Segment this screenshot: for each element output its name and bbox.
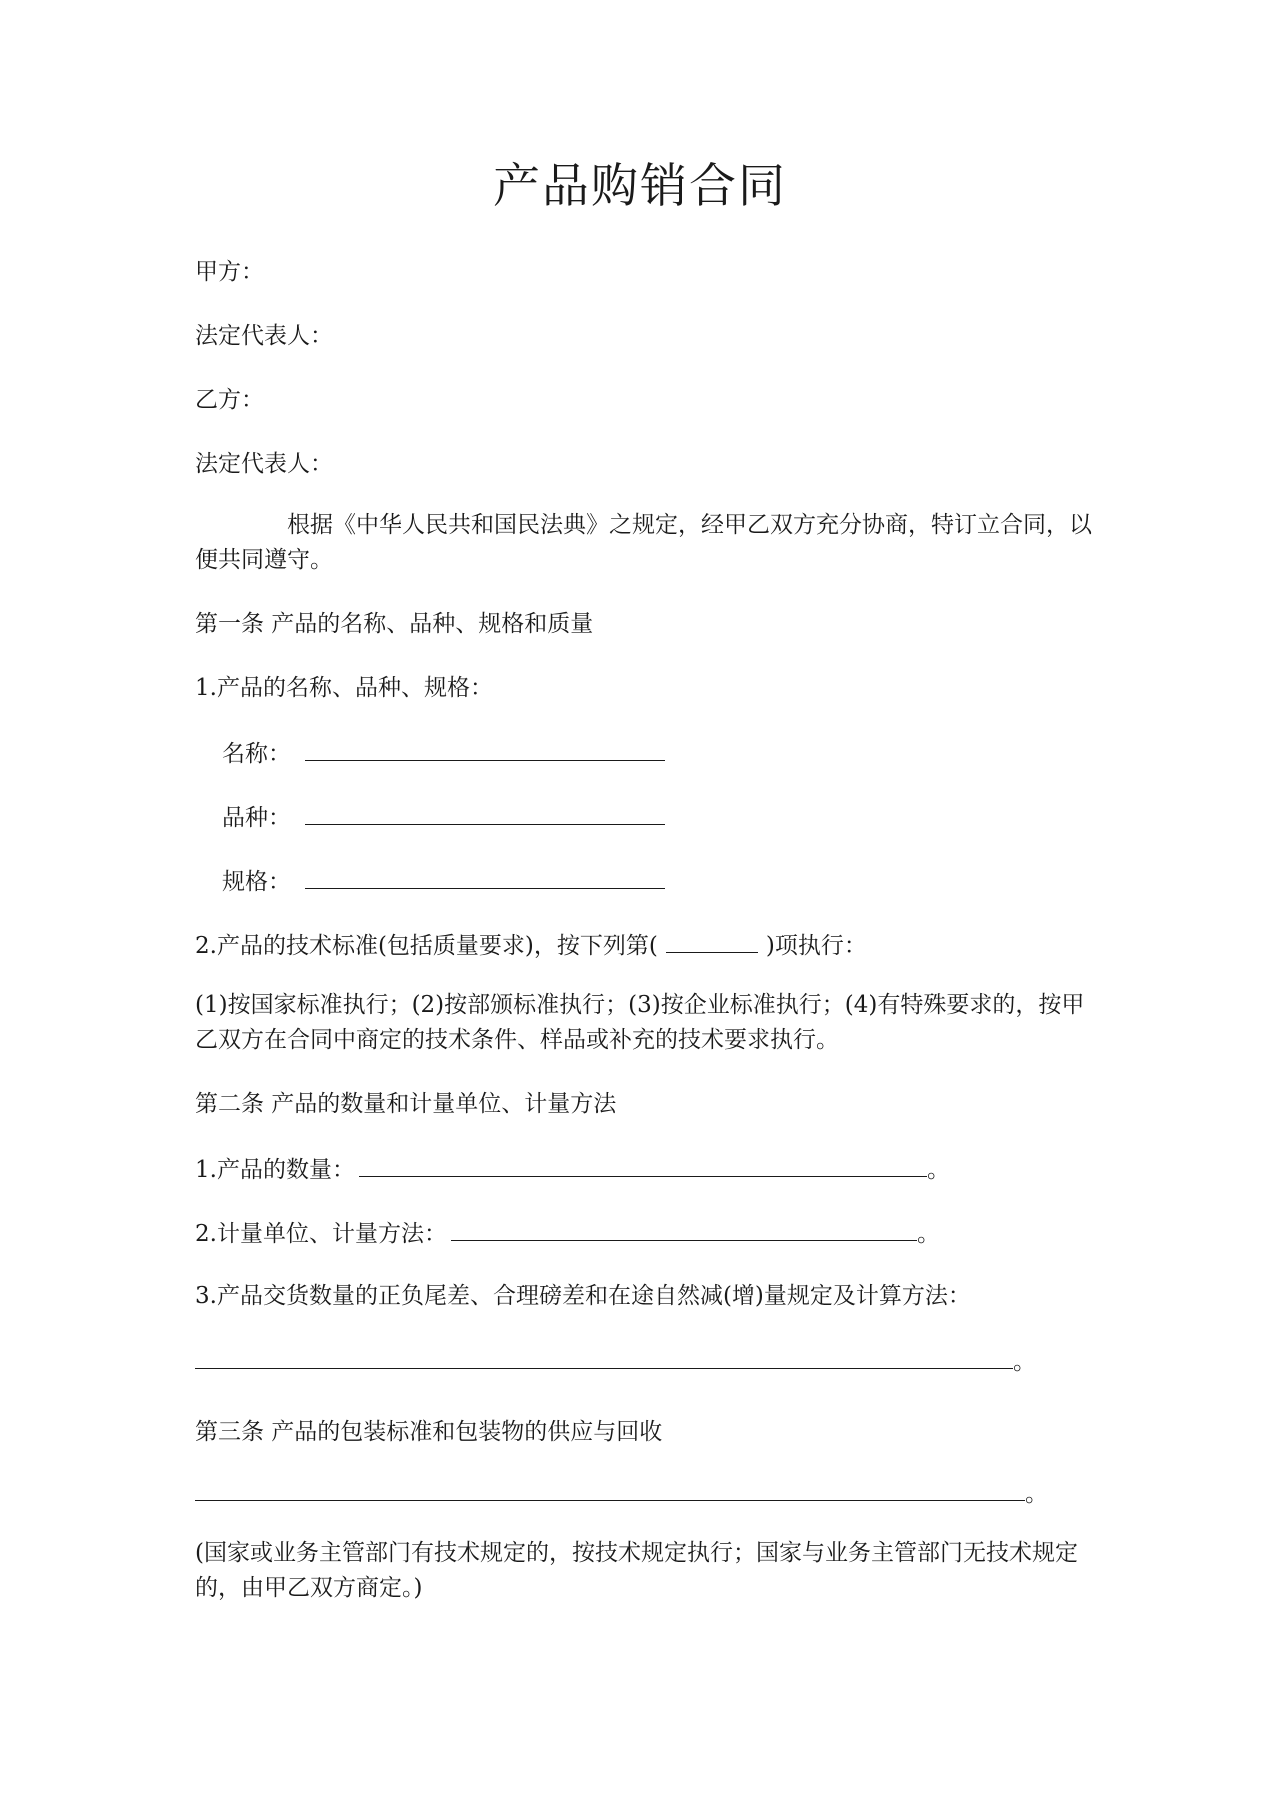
article-1-item-1: 1.产品的名称、品种、规格： <box>195 675 493 701</box>
document-title: 产品购销合同 <box>493 159 787 214</box>
tolerance-row <box>195 1342 1036 1380</box>
party-a-representative-label: 法定代表人： <box>195 323 333 349</box>
standard-option-blank[interactable] <box>666 926 758 953</box>
unit-method-blank[interactable] <box>451 1214 917 1241</box>
article-1-item-2 <box>195 926 867 964</box>
article-3-note: (国家或业务主管部门有技术规定的，按技术规定执行；国家与业务主管部门无技术规定的，由甲乙双方商定。) <box>195 1540 1078 1601</box>
unit-method-end-mark: 。 <box>916 1221 940 1247</box>
article-2-heading: 第二条 产品的数量和计量单位、计量方法 <box>195 1091 617 1117</box>
packaging-row <box>195 1474 1048 1512</box>
tolerance-blank[interactable] <box>195 1342 1013 1369</box>
packaging-end-mark: 。 <box>1025 1481 1048 1507</box>
quantity-end-mark: 。 <box>926 1157 950 1183</box>
product-name-blank[interactable] <box>305 734 665 761</box>
product-variety-row <box>222 798 665 836</box>
standard-options-paragraph: (1)按国家标准执行；(2)按部颁标准执行；(3)按企业标准执行；(4)有特殊要求的，按甲乙双方在合同中商定的技术条件、样品或补充的技术要求执行。 <box>195 992 1085 1053</box>
product-name-row <box>222 734 665 772</box>
preamble-paragraph: 根据《中华人民共和国民法典》之规定，经甲乙双方充分协商，特订立合同，以便共同遵守。 <box>195 512 1092 573</box>
tolerance-end-mark: 。 <box>1013 1349 1036 1375</box>
packaging-blank[interactable] <box>195 1474 1025 1501</box>
item-2-prefix: 2.产品的技术标准(包括质量要求)，按下列第( <box>195 933 658 959</box>
product-variety-blank[interactable] <box>305 798 665 825</box>
product-name-label: 名称： <box>222 741 291 767</box>
article-1-heading: 第一条 产品的名称、品种、规格和质量 <box>195 611 594 637</box>
item-2-suffix: )项执行： <box>765 933 867 959</box>
party-b-label: 乙方： <box>195 387 264 413</box>
article-2-item-1 <box>195 1150 950 1188</box>
article-2-item-3: 3.产品交货数量的正负尾差、合理磅差和在途自然减(增)量规定及计算方法： <box>195 1283 971 1309</box>
product-spec-label: 规格： <box>222 869 291 895</box>
unit-method-label: 2.计量单位、计量方法： <box>195 1221 447 1247</box>
product-spec-blank[interactable] <box>305 862 665 889</box>
party-b-representative-label: 法定代表人： <box>195 451 333 477</box>
product-variety-label: 品种： <box>222 805 291 831</box>
quantity-blank[interactable] <box>359 1150 927 1177</box>
article-2-item-2 <box>195 1214 940 1252</box>
article-3-heading: 第三条 产品的包装标准和包装物的供应与回收 <box>195 1419 663 1445</box>
quantity-label: 1.产品的数量： <box>195 1157 355 1183</box>
product-spec-row <box>222 862 665 900</box>
party-a-label: 甲方： <box>195 259 264 285</box>
